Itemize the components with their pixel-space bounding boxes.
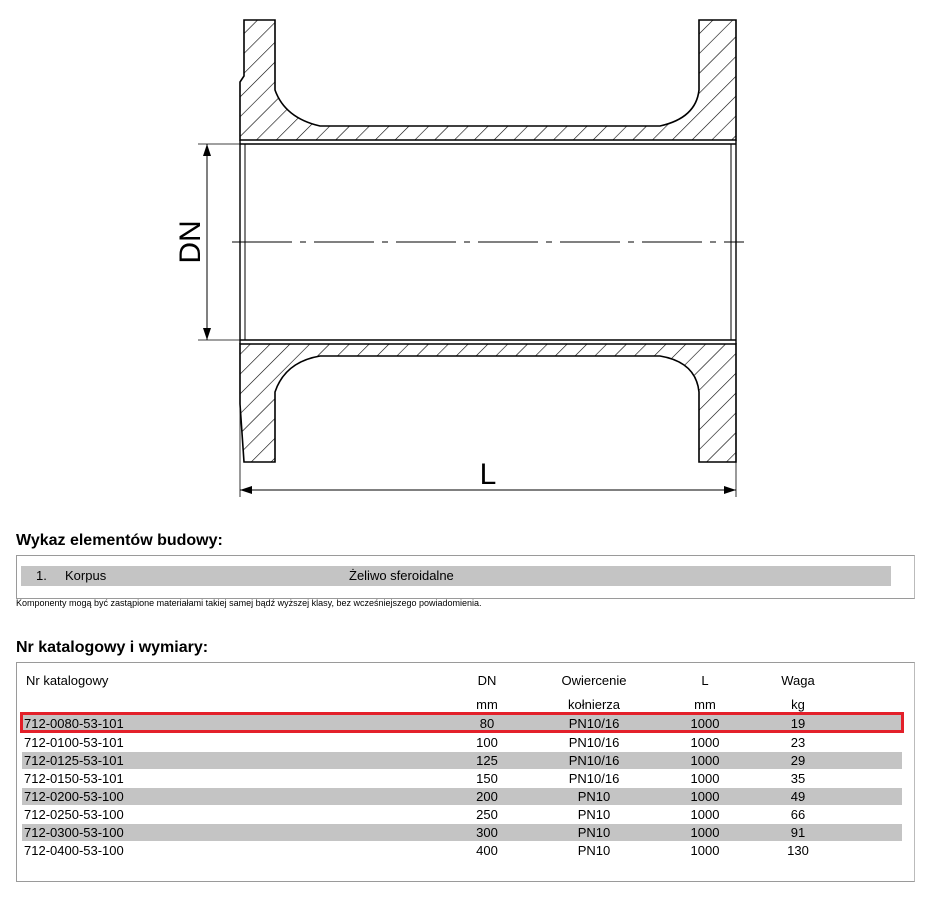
header-l: L	[701, 673, 709, 688]
header-catalog-no: Nr katalogowy	[26, 673, 109, 688]
cell-catalog-no: 712-0200-53-100	[24, 789, 124, 804]
header-dn: DN	[477, 673, 497, 688]
cell-drilling: PN10	[577, 789, 611, 804]
cell-l: 1000	[690, 807, 720, 822]
cell-catalog-no: 712-0125-53-101	[24, 753, 124, 768]
cell-dn: 150	[476, 771, 498, 786]
cell-weight: 49	[790, 789, 806, 804]
cell-catalog-no: 712-0080-53-101	[24, 716, 124, 731]
table-row[interactable]	[22, 842, 902, 859]
cell-drilling: PN10/16	[568, 735, 620, 750]
cell-dn: 80	[479, 716, 495, 731]
selected-row-highlight	[20, 712, 904, 733]
component-name: Korpus	[65, 568, 107, 583]
cell-dn: 250	[476, 807, 498, 822]
cell-catalog-no: 712-0150-53-101	[24, 771, 124, 786]
components-title: Wykaz elementów budowy:	[16, 532, 223, 549]
component-number: 1.	[36, 568, 47, 583]
catalog-title: Nr katalogowy i wymiary:	[16, 639, 209, 656]
cell-weight: 23	[790, 735, 806, 750]
cell-weight: 66	[790, 807, 806, 822]
cell-l: 1000	[690, 843, 720, 858]
table-row[interactable]	[22, 752, 902, 769]
table-row[interactable]	[22, 788, 902, 805]
cell-catalog-no: 712-0100-53-101	[24, 735, 124, 750]
upper-wall-section	[240, 20, 736, 140]
cell-l: 1000	[690, 735, 720, 750]
header-weight-unit: kg	[791, 697, 805, 712]
cell-weight: 19	[790, 716, 806, 731]
table-row[interactable]	[22, 734, 902, 751]
header-l-unit: mm	[694, 697, 716, 712]
cell-drilling: PN10/16	[568, 753, 620, 768]
cell-catalog-no: 712-0400-53-100	[24, 843, 124, 858]
cell-dn: 125	[476, 753, 498, 768]
cell-dn: 400	[476, 843, 498, 858]
cell-weight: 35	[790, 771, 806, 786]
cell-drilling: PN10	[577, 825, 611, 840]
header-weight: Waga	[781, 673, 815, 688]
lower-wall-section	[240, 344, 736, 462]
cell-l: 1000	[690, 825, 720, 840]
cell-weight: 130	[787, 843, 809, 858]
l-label: L	[479, 458, 497, 491]
cell-catalog-no: 712-0250-53-100	[24, 807, 124, 822]
cell-l: 1000	[690, 789, 720, 804]
cell-drilling: PN10/16	[568, 716, 620, 731]
cell-drilling: PN10	[577, 807, 611, 822]
component-material: Żeliwo sferoidalne	[349, 568, 454, 583]
header-drilling: Owiercenie	[561, 673, 627, 688]
cell-dn: 100	[476, 735, 498, 750]
cell-drilling: PN10	[577, 843, 611, 858]
header-dn-unit: mm	[476, 697, 498, 712]
cell-l: 1000	[690, 771, 720, 786]
cell-l: 1000	[690, 753, 720, 768]
table-row[interactable]	[22, 806, 902, 823]
dn-label: DN	[174, 220, 207, 264]
header-drilling-sub: kołnierza	[567, 697, 621, 712]
cell-dn: 200	[476, 789, 498, 804]
cell-catalog-no: 712-0300-53-100	[24, 825, 124, 840]
table-row[interactable]	[22, 770, 902, 787]
components-note: Komponenty mogą być zastąpione materiałami takiej samej bądź wyższej klasy, bez wcześniejszego powiadomienia.	[16, 598, 482, 608]
cell-weight: 29	[790, 753, 806, 768]
cell-weight: 91	[790, 825, 806, 840]
cell-dn: 300	[476, 825, 498, 840]
cell-l: 1000	[690, 716, 720, 731]
table-row[interactable]	[22, 824, 902, 841]
cell-drilling: PN10/16	[568, 771, 620, 786]
component-row	[21, 566, 891, 586]
